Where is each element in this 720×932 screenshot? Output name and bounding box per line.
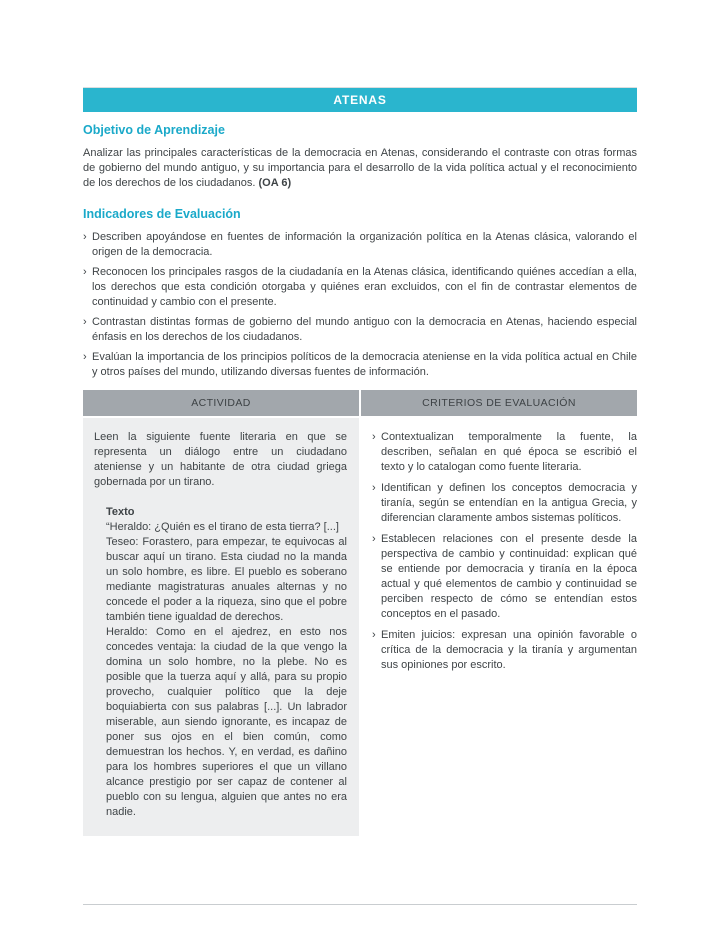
- oa-code: (OA 6): [258, 177, 292, 189]
- criterio-text: Emiten juicios: expresan una opinión favorable o crítica de la democracia y la tiranía y argumentan sus opiniones por escrito.: [381, 629, 637, 671]
- bullet-marker: ›: [372, 629, 376, 641]
- criterio-item: [372, 430, 637, 475]
- evaluation-table: [83, 390, 637, 836]
- bullet-marker: ›: [83, 266, 87, 278]
- quote-paragraph: “Heraldo: ¿Quién es el tirano de esta tierra? [...]: [106, 521, 339, 533]
- indicador-item: [83, 265, 637, 310]
- criterio-text: Establecen relaciones con el presente desde la perspectiva de cambio y continuidad: explican qué se entiende por democracia y tiranía en la época actual y qué elementos de cambio y continuidad se perciben respecto de cómo se entendían estos conceptos en el pasado.: [381, 533, 637, 620]
- bullet-marker: ›: [372, 482, 376, 494]
- criterio-text: Identifican y definen los conceptos democracia y tiranía, según se entendían en la antigua Grecia, y diferencian claramente ambos sistemas políticos.: [381, 482, 637, 524]
- criterio-item: [372, 532, 637, 622]
- quote-paragraph: Heraldo: Como en el ajedrez, en esto nos concedes ventaja: la ciudad de la que vengo la domina un solo hombre, no la plebe. No es posible que la tuerza aquí y allá, para su propio provecho, cualquier político que la deje boquiabierta con sus palabras [...]. Un labrador miserable, aun siendo ignorante, es incapaz de poner sus ojos en el bien común, como demuestran los hechos. Y, en verdad, es dañino para los hombres superiores el que un villano alcance prestigio por ser capaz de contener al pueblo con su lengua, alguien que antes no era nadie.: [106, 626, 347, 818]
- indicadores-heading: Indicadores de Evaluación: [83, 207, 241, 221]
- actividad-intro: Leen la siguiente fuente literaria en que se representa un diálogo entre un ciudadano ateniense y un habitante de otra ciudad griega gobernada por un tirano.: [94, 431, 347, 488]
- objetivo-body-text: Analizar las principales características de la democracia en Atenas, considerando el contraste con otras formas de gobierno del mundo antiguo, y su importancia para el desarrollo de la vida política actual y el reconocimiento de los derechos de los ciudadanos.: [83, 147, 637, 189]
- objetivo-body: [83, 146, 637, 191]
- criterio-item: [372, 628, 637, 673]
- criterio-text: Contextualizan temporalmente la fuente, la describen, señalan en qué época se escribió el texto y lo catalogan como fuente literaria.: [381, 431, 637, 473]
- texto-block: [106, 505, 347, 820]
- criterio-item: [372, 481, 637, 526]
- criterios-cell: [361, 418, 637, 836]
- footer-rule: [83, 904, 637, 905]
- indicador-item: [83, 230, 637, 260]
- indicador-text: Evalúan la importancia de los principios políticos de la democracia ateniense en la vida política actual en Chile y otros países del mundo, utilizando diversas fuentes de información.: [92, 351, 637, 378]
- section-banner: [83, 87, 637, 112]
- table-header-criterios: CRITERIOS DE EVALUACIÓN: [361, 390, 637, 416]
- indicador-text: Reconocen los principales rasgos de la ciudadanía en la Atenas clásica, identificando quiénes accedían a ella, los derechos que esta condición otorgaba y quiénes eran excluidos, con el fin de contrastar elementos de continuidad y cambio con el presente.: [92, 266, 637, 308]
- texto-label: Texto: [106, 506, 135, 518]
- bullet-marker: ›: [83, 316, 87, 328]
- bullet-marker: ›: [83, 231, 87, 243]
- bullet-marker: ›: [372, 533, 376, 545]
- objetivo-heading: Objetivo de Aprendizaje: [83, 123, 225, 137]
- table-header-actividad: ACTIVIDAD: [83, 390, 359, 416]
- indicador-text: Contrastan distintas formas de gobierno del mundo antiguo con la democracia en Atenas, haciendo especial énfasis en los derechos de los ciudadanos.: [92, 316, 637, 343]
- quote-paragraph: Teseo: Forastero, para empezar, te equivocas al buscar aquí un tirano. Esta ciudad no la manda un solo hombre, es libre. El pueblo es soberano mediante magistraturas anuales alternas y no concede el poder a la riqueza, sino que el pobre también tiene igualdad de derechos.: [106, 536, 347, 623]
- actividad-cell: [83, 418, 359, 836]
- indicador-text: Describen apoyándose en fuentes de información la organización política en la Atenas clásica, valorando el origen de la democracia.: [92, 231, 637, 258]
- indicadores-list: [83, 230, 637, 380]
- indicador-item: [83, 350, 637, 380]
- bullet-marker: ›: [372, 431, 376, 443]
- banner-title: ATENAS: [333, 93, 387, 107]
- indicador-item: [83, 315, 637, 345]
- bullet-marker: ›: [83, 351, 87, 363]
